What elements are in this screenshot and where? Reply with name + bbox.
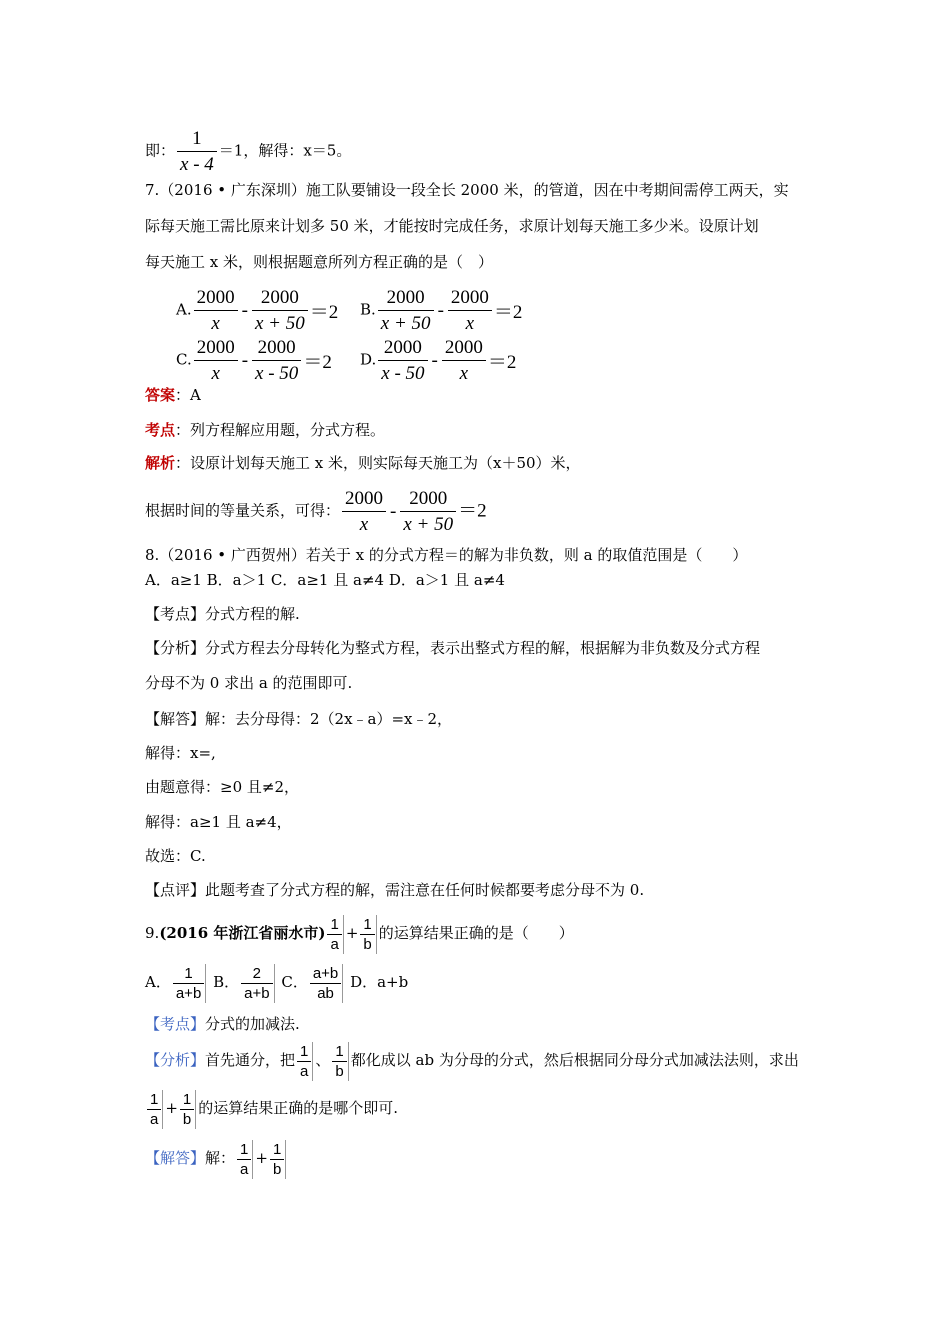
kaodian-text: 分式的加减法. xyxy=(205,1015,300,1033)
option-label: A． xyxy=(145,973,171,991)
numerator: 2000 xyxy=(409,488,448,509)
denominator: a xyxy=(147,1109,161,1129)
denominator: b xyxy=(270,1159,284,1179)
separator: 、 xyxy=(315,1051,331,1069)
denominator: a xyxy=(237,1159,251,1179)
fraction xyxy=(310,964,343,1003)
q7-text-line-3: 每天施工 x 米，则根据题意所列方程正确的是（ ） xyxy=(145,253,493,271)
kaodian-text: ：列方程解应用题，分式方程。 xyxy=(175,421,386,439)
q7-option-d xyxy=(360,335,516,386)
fenxi-text: 都化成以 ab 为分母的分式，然后根据同分母分式加减法法则，求出 xyxy=(350,1051,799,1069)
denominator: a xyxy=(297,1061,311,1081)
equals-rhs: ＝2 xyxy=(487,352,517,373)
plus-sign: + xyxy=(345,924,359,942)
denominator: x xyxy=(442,360,486,386)
fraction xyxy=(237,1140,253,1179)
q7-option-b xyxy=(360,285,522,336)
equals-rhs: ＝2 xyxy=(309,302,339,323)
q8-options: A．a≥1 B．a＞1 C．a≥1 且 a≠4 D．a＞1 且 a≠4 xyxy=(145,571,505,589)
equals-rhs: ＝2 xyxy=(493,302,523,323)
fraction xyxy=(342,486,386,537)
q9-number: 9. xyxy=(145,924,160,942)
denominator: x - 50 xyxy=(252,360,301,386)
jiexi-text: ：设原计划每天施工 x 米，则实际每天施工为（x＋50）米， xyxy=(175,454,581,472)
q7-option-c xyxy=(176,335,332,386)
numerator: 2000 xyxy=(196,337,235,358)
option-label: A. xyxy=(176,300,192,319)
fraction xyxy=(177,126,217,177)
q8-step-3: 解得：a≥1 且 a≠4， xyxy=(145,813,292,831)
q8-fenxi-line-1: 【分析】分式方程去分母转化为整式方程，表示出整式方程的解，根据解为非负数及分式方程 xyxy=(145,639,761,657)
fraction xyxy=(297,1042,313,1081)
denominator: ab xyxy=(310,983,341,1003)
fraction xyxy=(270,1140,286,1179)
answer-text: ：A xyxy=(175,386,201,404)
numerator: 2000 xyxy=(345,488,384,509)
option-label: C． xyxy=(281,973,308,991)
equals-rhs: ＝2 xyxy=(458,500,487,522)
q8-step-4: 故选：C. xyxy=(145,847,206,865)
q8-dianping: 【点评】此题考查了分式方程的解，需注意在任何时候都要考虑分母不为 0. xyxy=(145,881,645,899)
fraction xyxy=(448,285,492,336)
numerator: 1 xyxy=(182,1090,192,1108)
denominator: x - 4 xyxy=(177,151,217,177)
denominator: x + 50 xyxy=(252,310,308,336)
q9-kaodian xyxy=(145,1014,300,1034)
numerator: 1 xyxy=(240,1140,249,1158)
numerator: 2000 xyxy=(257,337,296,358)
fraction xyxy=(400,486,456,537)
numerator: 2000 xyxy=(260,287,299,308)
fraction xyxy=(241,964,274,1003)
q8-text-line-1: 8.（2016 • 广西贺州）若关于 x 的分式方程＝的解为非负数，则 a 的取值范围是（ ） xyxy=(145,546,748,564)
denominator: x - 50 xyxy=(378,360,427,386)
q7-text-line-1: 7.（2016 • 广东深圳）施工队要铺设一段全长 2000 米，的管道，因在中考期间需停工两天，实 xyxy=(145,181,789,199)
numerator: 1 xyxy=(184,964,193,982)
minus-sign: - xyxy=(431,349,438,371)
q7-jiexi xyxy=(145,453,581,473)
denominator: x + 50 xyxy=(400,511,456,537)
fraction xyxy=(180,1090,196,1129)
fraction xyxy=(194,335,238,386)
numerator: 2000 xyxy=(383,337,422,358)
fraction xyxy=(360,915,376,954)
numerator: 1 xyxy=(192,128,202,149)
q8-fenxi-line-2: 分母不为 0 求出 a 的范围即可. xyxy=(145,674,353,692)
fraction xyxy=(252,335,301,386)
q9-fenxi-line-1 xyxy=(145,1040,799,1081)
option-label: B. xyxy=(360,300,376,319)
denominator: a+b xyxy=(241,983,272,1003)
numerator: 1 xyxy=(330,915,339,933)
denominator: b xyxy=(180,1109,194,1129)
option-label: D. xyxy=(360,350,377,369)
plus-sign: + xyxy=(255,1149,268,1167)
numerator: 2000 xyxy=(444,337,483,358)
fraction xyxy=(378,335,427,386)
q7-equation-line xyxy=(145,486,487,537)
numerator: 1 xyxy=(363,915,372,933)
denominator: a+b xyxy=(173,983,204,1003)
jieda-text: 解： xyxy=(205,1149,236,1167)
minus-sign: - xyxy=(241,349,249,371)
option-d: D．a+b xyxy=(350,973,409,991)
kaodian-label: 考点 xyxy=(145,421,176,439)
denominator: x xyxy=(342,511,386,537)
denominator: x + 50 xyxy=(378,310,434,336)
q9-source: (2016 年浙江省丽水市) xyxy=(159,924,326,942)
numerator: 1 xyxy=(335,1042,344,1060)
denominator: a xyxy=(327,934,341,954)
fraction xyxy=(332,1042,348,1081)
numerator: 2000 xyxy=(386,287,425,308)
fraction xyxy=(327,915,343,954)
fraction xyxy=(194,285,238,336)
q7-kaodian xyxy=(145,420,385,440)
fraction xyxy=(442,335,486,386)
fraction xyxy=(173,964,206,1003)
plus-sign: + xyxy=(165,1099,178,1117)
minus-sign: - xyxy=(390,500,397,522)
numerator: 2000 xyxy=(196,287,235,308)
equation-prefix: 根据时间的等量关系，可得： xyxy=(145,501,341,520)
solution-line-x5 xyxy=(145,126,351,177)
fenxi-text: 的运算结果正确的是哪个即可. xyxy=(198,1099,399,1117)
numerator: 1 xyxy=(272,1140,282,1158)
answer-label: 答案 xyxy=(145,386,176,404)
q7-text-line-2: 际每天施工需比原来计划多 50 米，才能按时完成任务，求原计划每天施工多少米。设原计划 xyxy=(145,217,759,235)
minus-sign: - xyxy=(437,299,444,321)
q8-step-2: 由题意得：≥0 且≠2， xyxy=(145,778,299,796)
denominator: b xyxy=(332,1061,346,1081)
jieda-label: 【解答】 xyxy=(145,1149,206,1167)
suffix-text: ＝1，解得：x＝5。 xyxy=(218,141,352,160)
fenxi-text: 首先通分，把 xyxy=(205,1051,296,1069)
fraction xyxy=(147,1090,163,1129)
q9-text-line-1 xyxy=(145,914,574,954)
denominator: x xyxy=(194,310,238,336)
denominator: x xyxy=(194,360,238,386)
minus-sign: - xyxy=(241,299,248,321)
equals-rhs: ＝2 xyxy=(303,352,332,373)
numerator: 2 xyxy=(252,964,261,982)
denominator: x xyxy=(448,310,492,336)
fraction xyxy=(252,285,308,336)
q7-option-a xyxy=(176,285,338,336)
numerator: 1 xyxy=(150,1090,159,1108)
jiexi-label: 解析 xyxy=(145,454,176,472)
q9-jieda xyxy=(145,1138,288,1179)
q8-kaodian: 【考点】分式方程的解. xyxy=(145,605,300,623)
fraction xyxy=(378,285,434,336)
q9-options xyxy=(145,962,408,1003)
numerator: 2000 xyxy=(450,287,489,308)
numerator: 1 xyxy=(300,1042,309,1060)
q7-answer xyxy=(145,385,201,405)
q8-jieda: 【解答】解：去分母得：2（2x﹣a）=x﹣2， xyxy=(145,710,453,728)
denominator: b xyxy=(360,934,374,954)
q9-fenxi-line-2 xyxy=(145,1088,398,1129)
q8-step-1: 解得：x=, xyxy=(145,744,216,762)
fenxi-label: 【分析】 xyxy=(145,1051,206,1069)
kaodian-label: 【考点】 xyxy=(145,1015,206,1033)
prefix-text: 即： xyxy=(145,141,176,160)
option-label: B． xyxy=(213,973,240,991)
numerator: a+b xyxy=(312,964,339,982)
q9-text-tail: 的运算结果正确的是（ ） xyxy=(378,924,574,942)
option-label: C. xyxy=(176,350,192,369)
